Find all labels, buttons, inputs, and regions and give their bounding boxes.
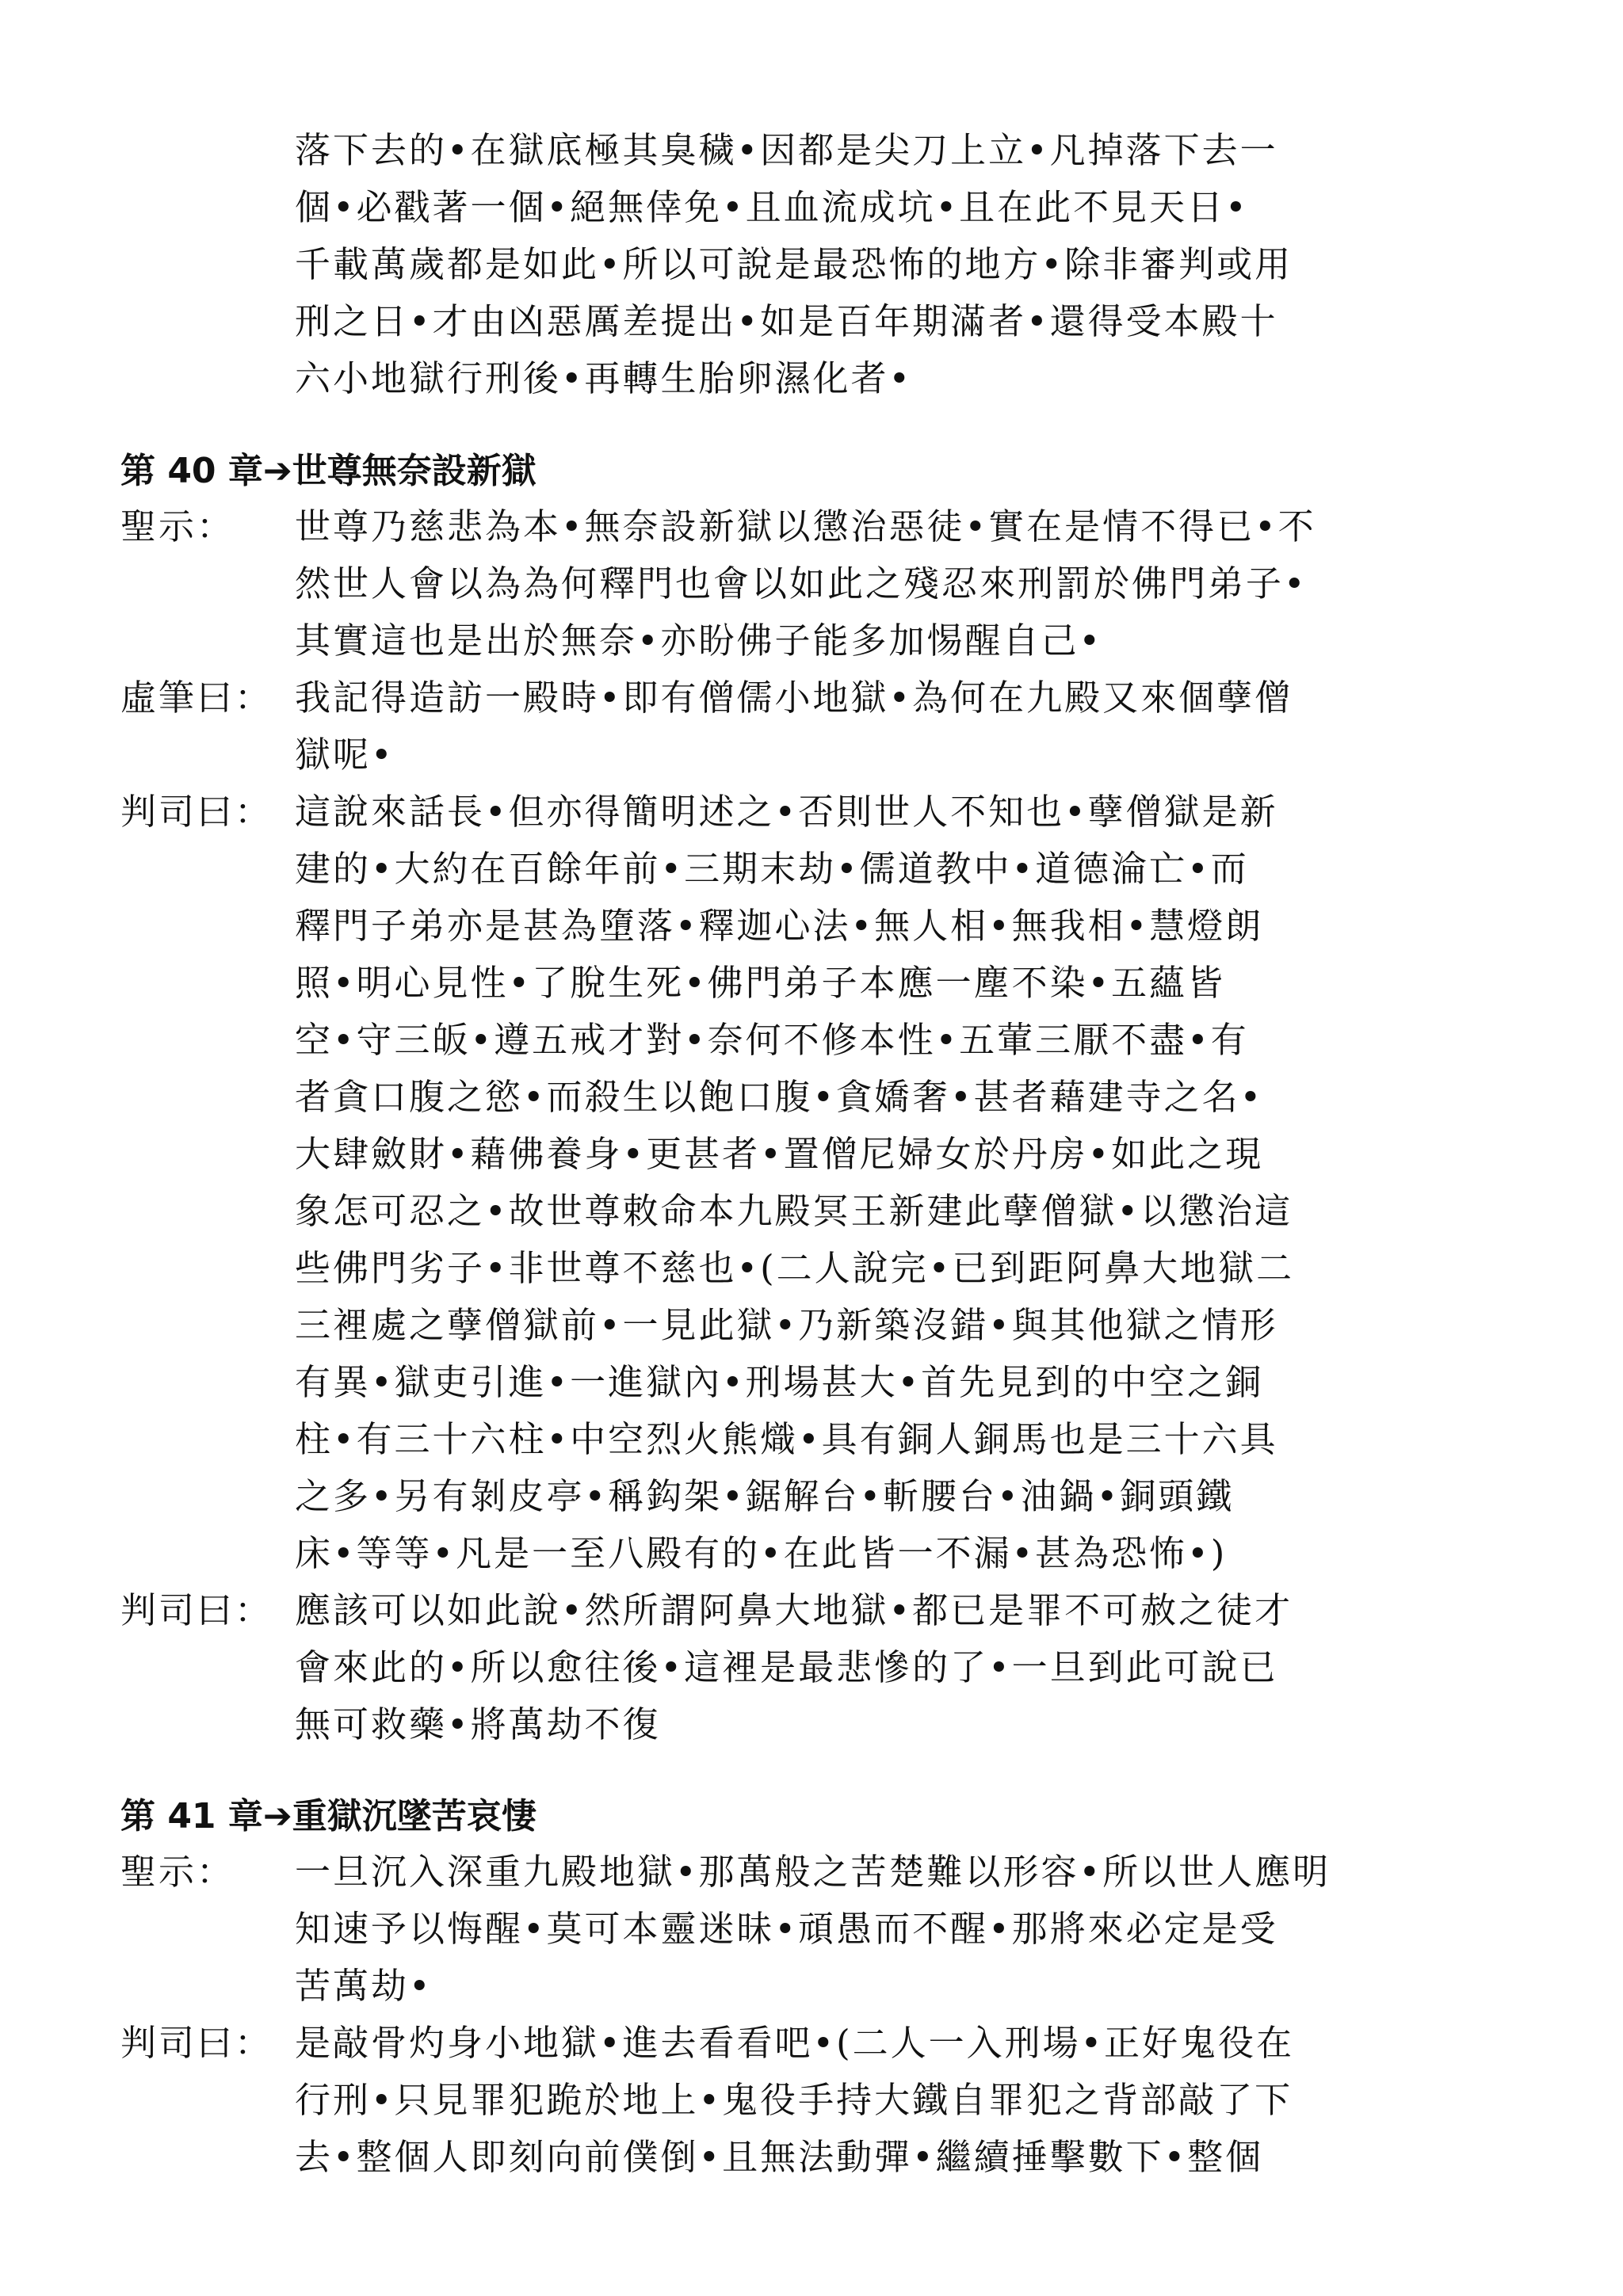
text-line: 應該可以如此說•然所謂阿鼻大地獄•都已是罪不可赦之徒才: [295, 1589, 1293, 1631]
text-line: 行刑•只見罪犯跪於地上•鬼役手持大鐵自罪犯之背部敲了下: [295, 2079, 1293, 2121]
text-line: 知速予以悔醒•莫可本靈迷昧•頑愚而不醒•那將來必定是受: [295, 1908, 1278, 1950]
speaker-label: 聖示：: [120, 1851, 235, 1893]
text-line: 柱•有三十六柱•中空烈火熊熾•具有銅人銅馬也是三十六具: [295, 1418, 1278, 1460]
text-line: 些佛門劣子•非世尊不慈也•(二人說完•已到距阿鼻大地獄二: [295, 1247, 1295, 1289]
text-line: 其實這也是出於無奈•亦盼佛子能多加惕醒自己•: [295, 620, 1103, 662]
text-line: 刑之日•才由凶惡厲差提出•如是百年期滿者•還得受本殿十: [295, 300, 1278, 342]
chapter-heading: 第 40 章➔世尊無奈設新獄: [120, 451, 537, 491]
text-line: 者貪口腹之慾•而殺生以飽口腹•貪嬌奢•甚者藉建寺之名•: [295, 1076, 1264, 1118]
text-line: 我記得造訪一殿時•即有僧儒小地獄•為何在九殿又來個孽僧: [295, 677, 1293, 719]
text-line: 個•必戳著一個•絕無倖免•且血流成坑•且在此不見天日•: [295, 186, 1249, 228]
text-line: 去•整個人即刻向前僕倒•且無法動彈•繼續捶擊數下•整個: [295, 2136, 1264, 2178]
text-line: 世尊乃慈悲為本•無奈設新獄以懲治惡徒•實在是情不得已•不: [295, 505, 1316, 547]
speaker-label: 判司曰：: [120, 791, 273, 833]
text-line: 三裡處之孽僧獄前•一見此獄•乃新築沒錯•與其他獄之情形: [295, 1304, 1278, 1346]
text-line: 一旦沉入深重九殿地獄•那萬般之苦楚難以形容•所以世人應明: [295, 1851, 1331, 1893]
text-line: 照•明心見性•了脫生死•佛門弟子本應一塵不染•五蘊皆: [295, 962, 1226, 1004]
text-line: 是敲骨灼身小地獄•進去看看吧•(二人一入刑場•正好鬼役在: [295, 2022, 1295, 2064]
text-line: 然世人會以為為何釋門也會以如此之殘忍來刑罰於佛門弟子•: [295, 563, 1308, 605]
text-line: 千載萬歲都是如此•所以可說是最恐怖的地方•除非審判或用: [295, 243, 1293, 285]
text-line: 獄呢•: [295, 734, 395, 776]
text-line: 象怎可忍之•故世尊敕命本九殿冥王新建此孽僧獄•以懲治這: [295, 1190, 1293, 1232]
speaker-label: 判司曰：: [120, 2022, 273, 2064]
text-line: 六小地獄行刑後•再轉生胎卵濕化者•: [295, 357, 913, 399]
text-line: 空•守三皈•遵五戒才對•奈何不修本性•五葷三厭不盡•有: [295, 1019, 1249, 1061]
text-line: 釋門子弟亦是甚為墮落•釋迦心法•無人相•無我相•慧燈朗: [295, 905, 1264, 947]
text-line: 這說來話長•但亦得簡明述之•否則世人不知也•孽僧獄是新: [295, 791, 1278, 833]
text-line: 之多•另有剝皮亭•稱鈎架•鋸解台•斬腰台•油鍋•銅頭鐵: [295, 1475, 1235, 1517]
speaker-label: 判司曰：: [120, 1589, 273, 1631]
speaker-label: 聖示：: [120, 505, 235, 547]
text-line: 大肆斂財•藉佛養身•更甚者•置僧尼婦女於丹房•如此之現: [295, 1133, 1264, 1175]
text-line: 無可救藥•將萬劫不復: [295, 1703, 661, 1745]
text-line: 會來此的•所以愈往後•這裡是最悲慘的了•一旦到此可說已: [295, 1646, 1278, 1688]
text-line: 建的•大約在百餘年前•三期末劫•儒道教中•道德淪亡•而: [295, 848, 1249, 890]
chapter-heading: 第 41 章➔重獄沉墜苦哀悽: [120, 1796, 537, 1836]
text-line: 落下去的•在獄底極其臭穢•因都是尖刀上立•凡掉落下去一: [295, 129, 1278, 171]
text-line: 苦萬劫•: [295, 1965, 433, 2007]
text-line: 有異•獄吏引進•一進獄內•刑場甚大•首先見到的中空之銅: [295, 1361, 1264, 1403]
speaker-label: 虛筆曰：: [120, 677, 273, 719]
text-line: 床•等等•凡是一至八殿有的•在此皆一不漏•甚為恐怖•): [295, 1532, 1228, 1574]
